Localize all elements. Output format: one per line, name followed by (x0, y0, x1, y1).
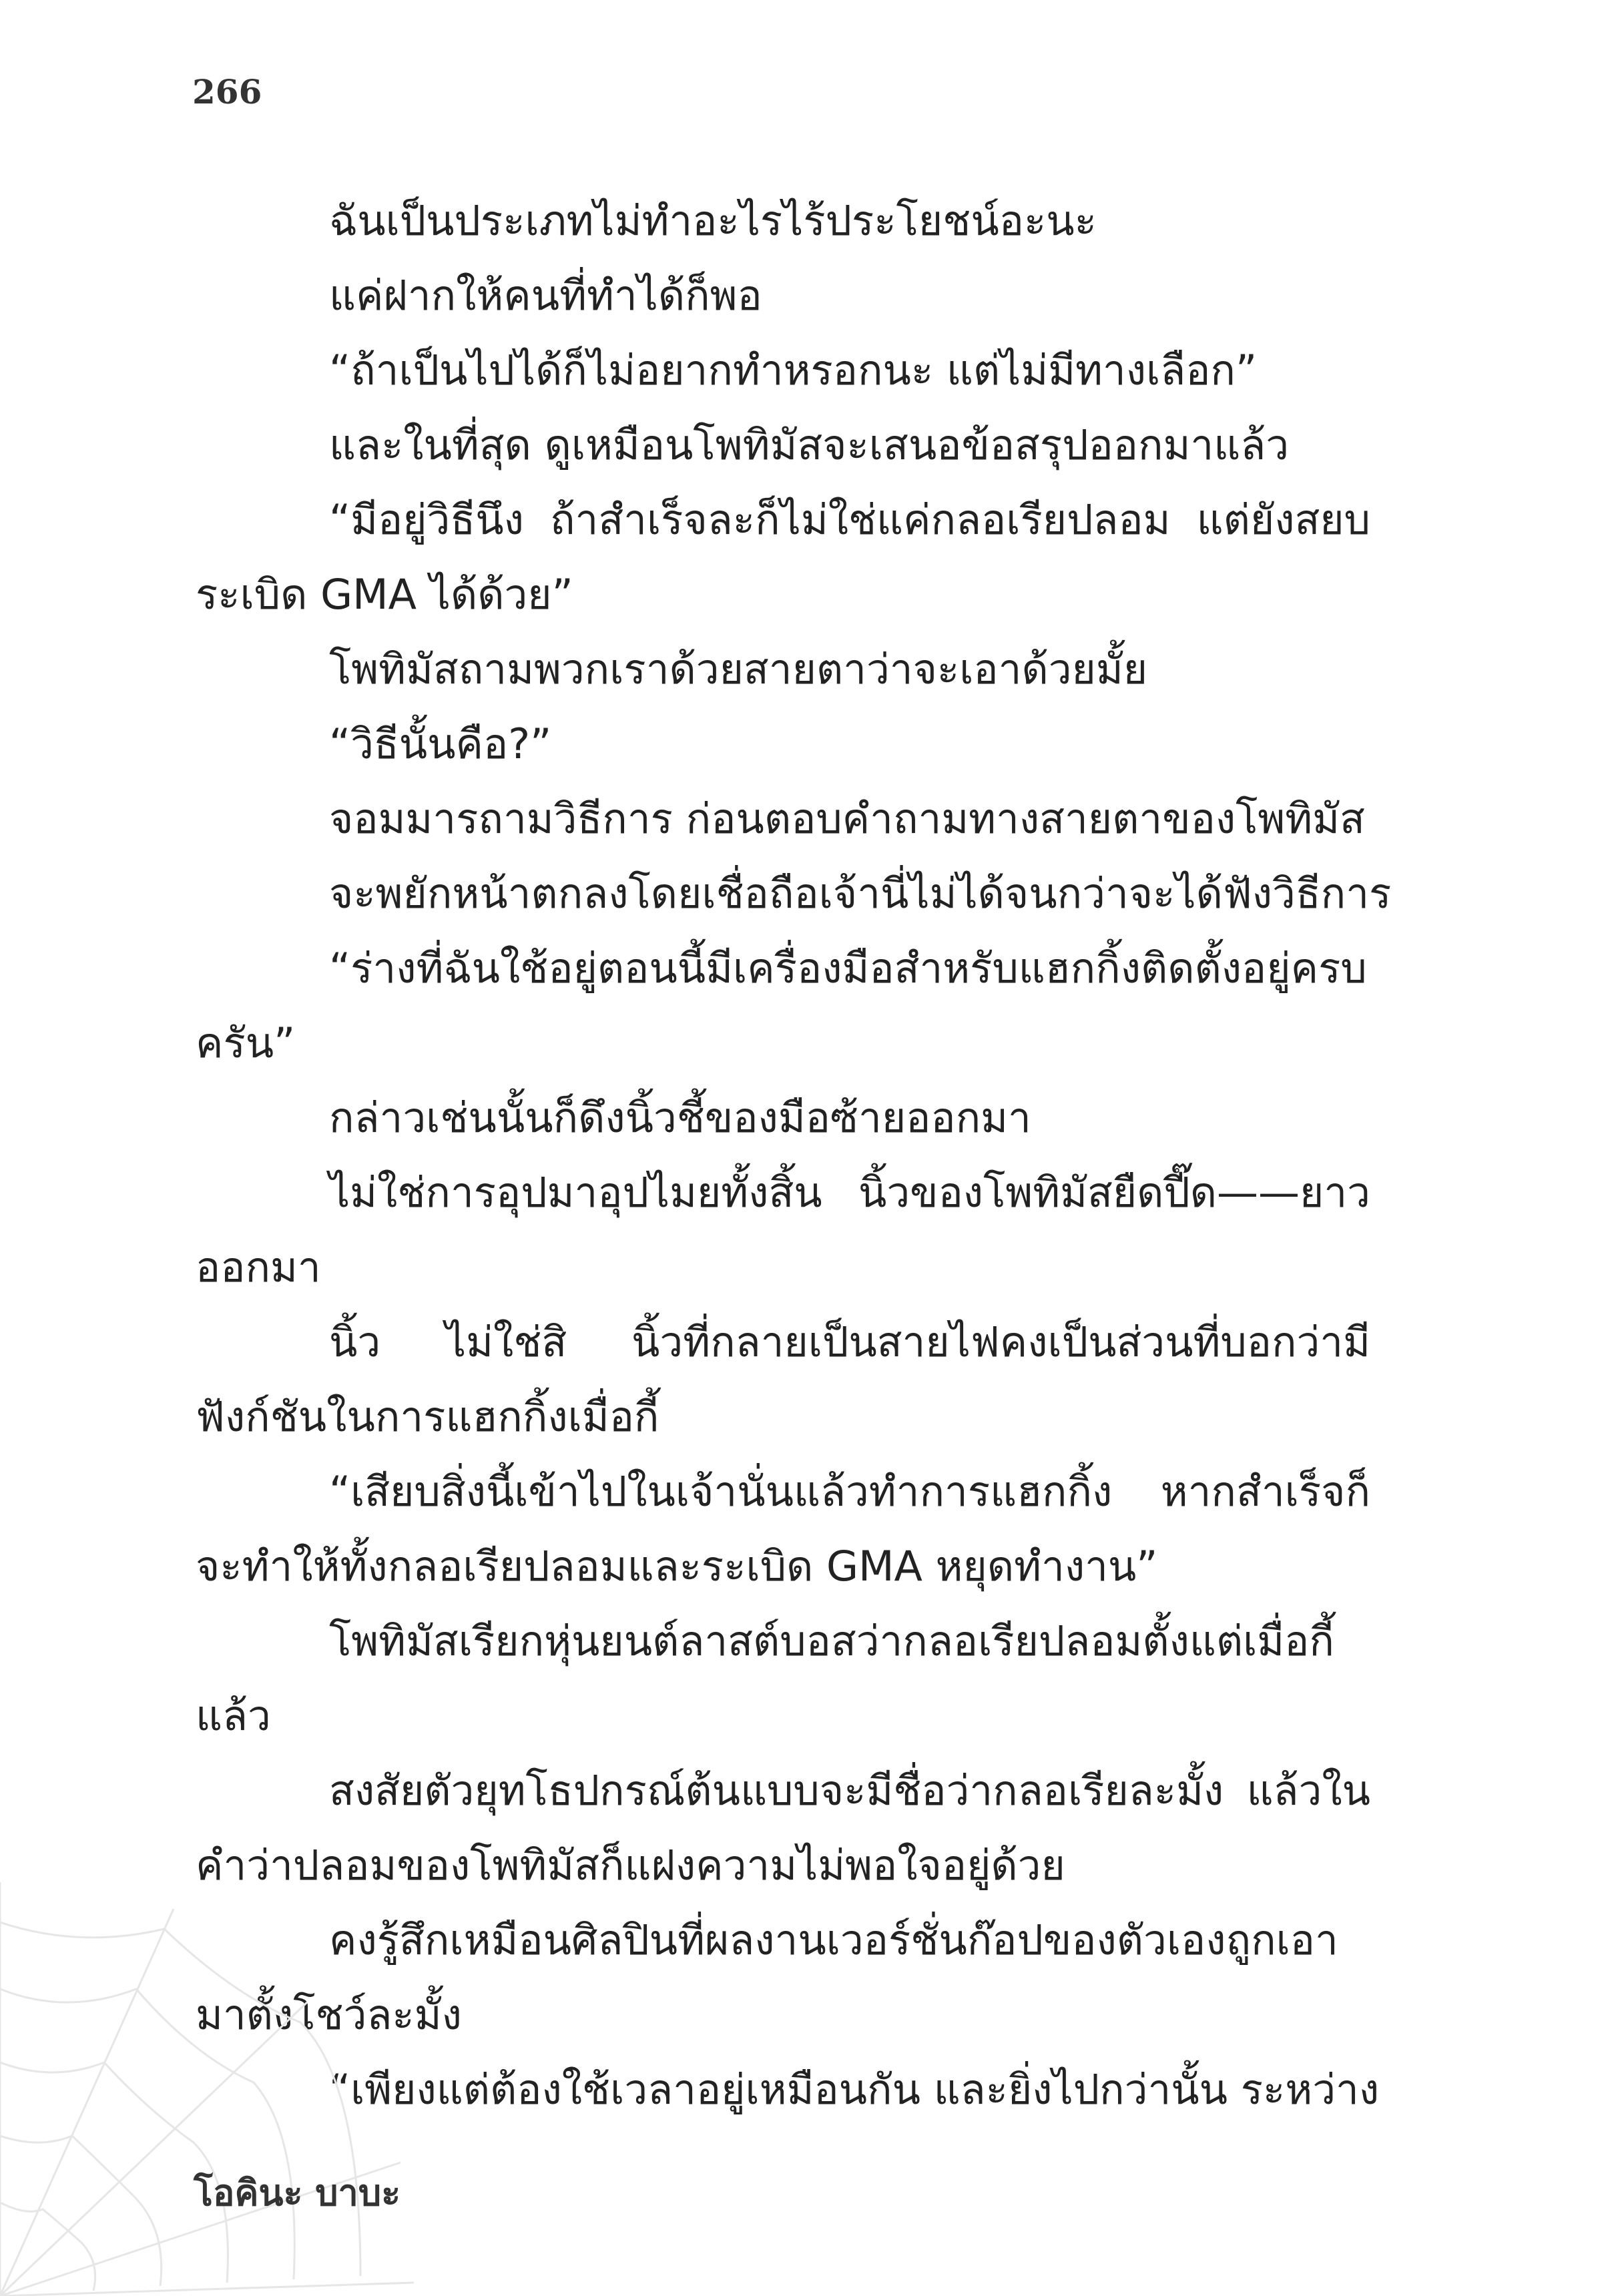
paragraph: คงรู้สึกเหมือนศิลปินที่ผลงานเวอร์ชั่นก๊อปของตัวเองถูกเอามาตั้งโชว์ละมั้ง (196, 1916, 1338, 2039)
paragraph: โพทิมัสเรียกหุ่นยนต์ลาสต์บอสว่ากลอเรียปลอมตั้งแต่เมื่อกี้แล้ว (196, 1617, 1334, 1740)
paragraph: กล่าวเช่นนั้นก็ดึงนิ้วชี้ของมือซ้ายออกมา (329, 1093, 1031, 1142)
footer-title: โอคินะ บาบะ (194, 2172, 401, 2214)
paragraph: ไม่ใช่การอุปมาอุปไมยทั้งสิ้น นิ้วของโพทิมัสยืดปี๊ด——ยาวออกมา (196, 1168, 1370, 1292)
paragraph: นิ้ว ไม่ใช่สิ นิ้วที่กลายเป็นสายไฟคงเป็นส่วนที่บอกว่ามีฟังก์ชันในการแฮกกิ้งเมื่อกี้ (196, 1318, 1370, 1441)
paragraph: แค่ฝากให้คนที่ทำได้ก็พอ (329, 271, 762, 320)
paragraph: “ร่างที่ฉันใช้อยู่ตอนนี้มีเครื่องมือสำหรับแฮกกิ้งติดตั้งอยู่ครบครัน” (196, 944, 1367, 1067)
paragraph: จอมมารถามวิธีการ ก่อนตอบคำถามทางสายตาของโพทิมัส (329, 794, 1365, 843)
paragraph: จะพยักหน้าตกลงโดยเชื่อถือเจ้านี่ไม่ได้จนกว่าจะได้ฟังวิธีการ (329, 869, 1392, 918)
paragraph: โพทิมัสถามพวกเราด้วยสายตาว่าจะเอาด้วยมั้ย (329, 645, 1148, 693)
paragraph: และในที่สุด ดูเหมือนโพทิมัสจะเสนอข้อสรุปออกมาแล้ว (329, 420, 1290, 469)
paragraph: “วิธีนั้นคือ?” (329, 720, 552, 768)
paragraph: “ถ้าเป็นไปได้ก็ไม่อยากทำหรอกนะ แต่ไม่มีทางเลือก” (329, 346, 1258, 394)
body-text (196, 184, 1392, 2127)
paragraph: สงสัยตัวยุทโธปกรณ์ต้นแบบจะมีชื่อว่ากลอเรียละมั้ง แล้วในคำว่าปลอมของโพทิมัสก็แฝงความไม่พอใจอยู่ด้วย (196, 1766, 1370, 1890)
page-number: 266 (192, 72, 262, 111)
paragraph: “มีอยู่วิธีนึง ถ้าสำเร็จละก็ไม่ใช่แค่กลอเรียปลอม แต่ยังสยบระเบิด GMA ได้ด้วย” (196, 495, 1370, 619)
paragraph: ฉันเป็นประเภทไม่ทำอะไรไร้ประโยชน์อะนะ (329, 196, 1097, 245)
paragraph: “เสียบสิ่งนี้เข้าไปในเจ้านั่นแล้วทำการแฮกกิ้ง หากสำเร็จก็จะทำให้ทั้งกลอเรียปลอมและระเบิด GMA หยุดทำงาน” (196, 1467, 1370, 1591)
spider-web-decoration (0, 1882, 414, 2296)
paragraph: “เพียงแต่ต้องใช้เวลาอยู่เหมือนกัน และยิ่งไปกว่านั้น ระหว่าง (329, 2065, 1380, 2114)
